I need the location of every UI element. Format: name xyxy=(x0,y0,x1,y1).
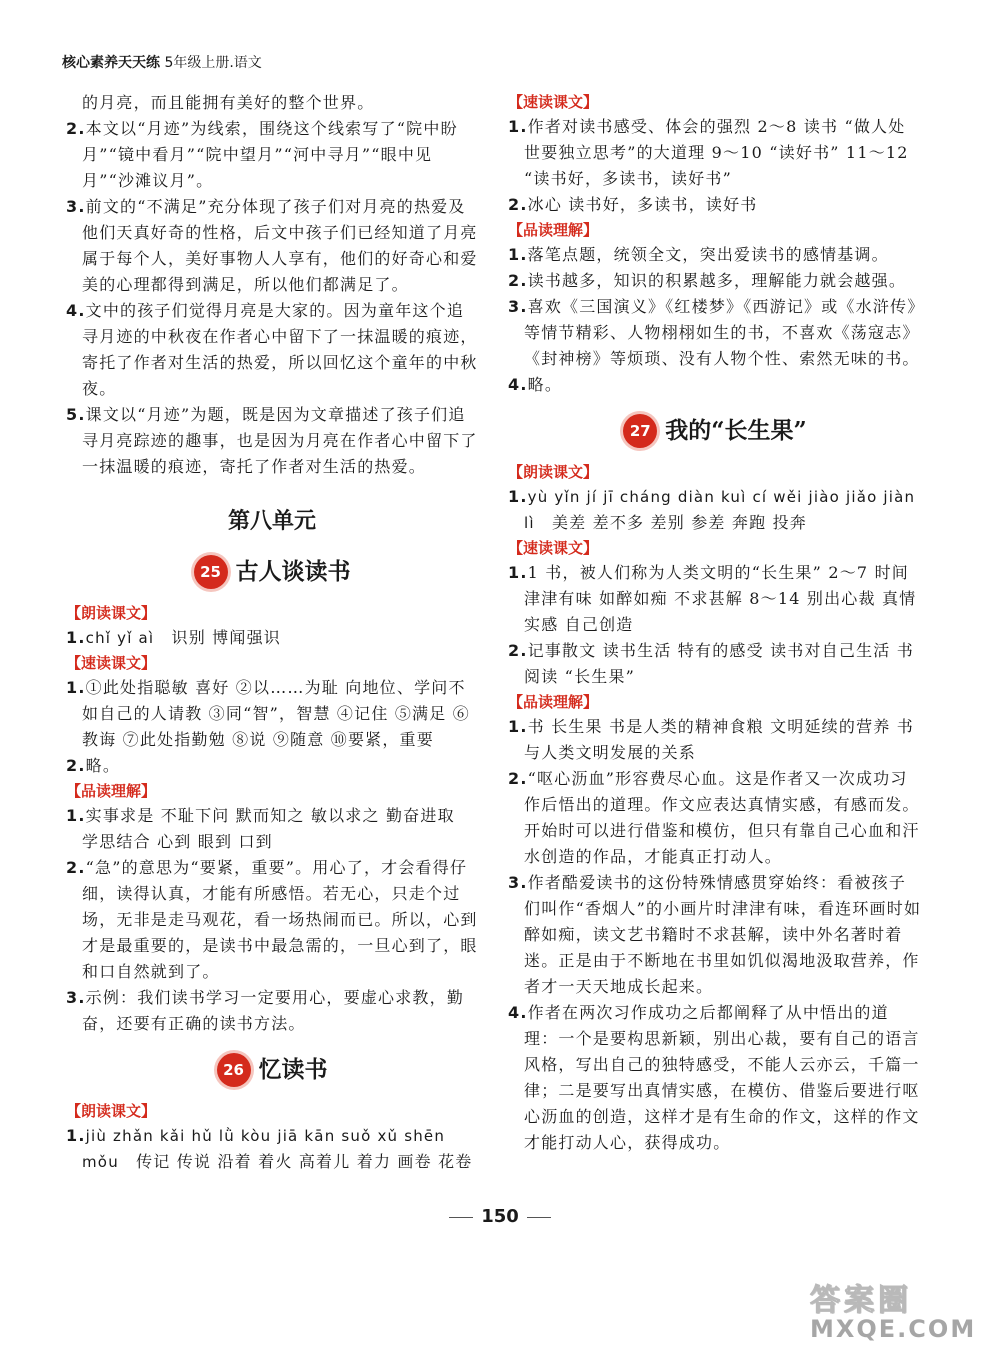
item-number: 1. xyxy=(508,487,528,506)
answer-item xyxy=(508,192,922,218)
item-text: 落笔点题，统领全文，突出爱读书的感情基调。 xyxy=(527,245,889,264)
site-watermark xyxy=(810,1275,982,1343)
item-number: 1. xyxy=(66,806,86,825)
section-tag: 【品读理解】 xyxy=(66,782,157,800)
item-text: 示例：我们读书学习一定要用心，要虚心求教，勤奋，还要有正确的读书方法。 xyxy=(82,988,465,1033)
item-text: 课文以“月迹”为题，既是因为文章描述了孩子们追寻月亮踪迹的趣事，也是因为月亮在作者心中留下了一抹温暖的痕迹，寄托了作者对生活的热爱。 xyxy=(82,405,478,476)
book-grade: 5年级上册.语文 xyxy=(164,55,262,71)
item-text: 文中的孩子们觉得月亮是大家的。因为童年这个追寻月迹的中秋夜在作者心中留下了一抹温暖的痕迹，寄托了作者对生活的热爱，所以回忆这个童年的中秋夜。 xyxy=(82,301,478,398)
lesson-number-badge: 25 xyxy=(194,555,228,589)
page-number-footer xyxy=(440,1206,560,1227)
item-number: 2. xyxy=(508,641,528,660)
item-text: 传记 传说 沿着 着火 高着儿 着力 画卷 花卷 xyxy=(136,1152,473,1171)
item-text: “急”的意思为“要紧，重要”。用心了，才会看得仔细，读得认真，才能有所感悟。若无心，只走个过场，无非是走马观花，看一场热闹而已。所以，心到才是最重要的，是读书中最急需的，一旦心到了，眼和口自然就到了。 xyxy=(82,858,478,981)
item-number: 2. xyxy=(508,271,528,290)
answer-item xyxy=(66,194,478,298)
item-text: 作者酷爱读书的这份特殊情感贯穿始终：看被孩子们叫作“香烟人”的小画片时津津有味，看连环画时如醉如痴，读文艺书籍时不求甚解，读中外名著时着迷。正是由于不断地在书里如饥似渴地汲取营养，作者才一天天地成长起来。 xyxy=(524,873,922,996)
lesson-heading xyxy=(66,1051,478,1087)
watermark-logo-text: 答案圈 xyxy=(810,1283,912,1318)
item-number: 5. xyxy=(66,405,86,424)
item-number: 1. xyxy=(66,628,86,647)
answer-item xyxy=(508,114,922,192)
answer-item xyxy=(508,484,922,536)
item-number: 2. xyxy=(66,119,86,138)
item-text: ①此处指聪敏 喜好 ②以……为耻 向地位、学问不如自己的人请教 ③同“智”，智慧 ④记住 ⑤满足 ⑥教诲 ⑦此处指勤勉 ⑧说 ⑨随意 ⑩要紧，重要 xyxy=(82,678,470,749)
item-number: 4. xyxy=(508,375,528,394)
answer-item xyxy=(66,985,478,1037)
answer-continuation: 的月亮，而且能拥有美好的整个世界。 xyxy=(82,93,375,112)
answer-item xyxy=(66,402,478,480)
lesson-title: 我的“长生果” xyxy=(665,417,807,444)
item-number: 3. xyxy=(66,988,86,1007)
right-column xyxy=(508,90,922,1156)
series-title: 核心素养天天练 xyxy=(62,55,160,71)
answer-item xyxy=(508,1000,922,1156)
section-tag: 【速读课文】 xyxy=(508,539,599,557)
lesson-heading xyxy=(508,412,922,448)
watermark-url: MXQE.COM xyxy=(810,1315,977,1343)
item-text: 作者在两次习作成功之后都阐释了从中悟出的道理：一个是要构思新颖，别出心裁，要有自己的语言风格，写出自己的独特感受，不能人云亦云，千篇一律；二是要写出真情实感，在模仿、借鉴后要进行呕心沥血的创造，这样才是有生命的作文，这样的作文才能打动人心，获得成功。 xyxy=(524,1003,920,1152)
answer-item xyxy=(66,625,478,651)
item-number: 2. xyxy=(508,195,528,214)
section-tag: 【速读课文】 xyxy=(66,654,157,672)
item-number: 2. xyxy=(508,769,528,788)
item-text: “呕心沥血”形容费尽心血。这是作者又一次成功习作后悟出的道理。作文应表达真情实感，有感而发。开始时可以进行借鉴和模仿，但只有靠自己心血和汗水创造的作品，才能真正打动人。 xyxy=(524,769,920,866)
item-number: 1. xyxy=(508,245,528,264)
footer-rule xyxy=(527,1217,551,1218)
lesson-title: 忆读书 xyxy=(258,1056,328,1083)
item-number: 1. xyxy=(508,717,528,736)
lesson-number-badge: 27 xyxy=(623,414,657,448)
answer-item xyxy=(66,116,478,194)
section-tag: 【品读理解】 xyxy=(508,221,599,239)
answer-item xyxy=(508,294,922,372)
answer-item xyxy=(508,372,922,398)
item-number: 1. xyxy=(66,1126,86,1145)
lesson-title: 古人谈读书 xyxy=(235,558,351,585)
item-number: 2. xyxy=(66,756,86,775)
item-number: 3. xyxy=(508,873,528,892)
page-number: 150 xyxy=(481,1206,519,1227)
answer-item xyxy=(66,298,478,402)
left-column xyxy=(66,90,478,1175)
item-number: 3. xyxy=(66,197,86,216)
item-text: 前文的“不满足”充分体现了孩子们对月亮的热爱及他们天真好奇的性格，后文中孩子们已经知道了月亮属于每个人，美好事物人人享有，他们的好奇心和爱美的心理都得到满足，所以他们都满足了。 xyxy=(82,197,478,294)
answer-item xyxy=(66,803,478,855)
item-number: 1. xyxy=(508,117,528,136)
footer-rule xyxy=(449,1217,473,1218)
answer-item xyxy=(508,870,922,1000)
answer-item xyxy=(66,855,478,985)
answer-item xyxy=(508,714,922,766)
item-number: 1. xyxy=(508,563,528,582)
item-number: 1. xyxy=(66,678,86,697)
page-header xyxy=(62,52,262,72)
section-tag: 【朗读课文】 xyxy=(66,604,157,622)
item-text: 书 长生果 书是人类的精神食粮 文明延续的营养 书与人类文明发展的关系 xyxy=(524,717,914,762)
section-tag: 【速读课文】 xyxy=(508,93,599,111)
item-text: 识别 博闻强识 xyxy=(171,628,281,647)
answer-item xyxy=(66,753,478,779)
answer-item xyxy=(66,1123,478,1175)
answer-item xyxy=(66,675,478,753)
lesson-number-badge: 26 xyxy=(217,1053,251,1087)
answer-item xyxy=(508,242,922,268)
item-text: 读书越多，知识的积累越多，理解能力就会越强。 xyxy=(527,271,907,290)
answer-item xyxy=(508,638,922,690)
item-text: 略。 xyxy=(85,756,121,775)
item-text: 实事求是 不耻下问 默而知之 敏以求之 勤奋进取 学思结合 心到 眼到 口到 xyxy=(82,806,455,851)
answer-item xyxy=(508,766,922,870)
unit-title: 第八单元 xyxy=(227,509,316,534)
section-tag: 【朗读课文】 xyxy=(66,1102,157,1120)
item-text: 记事散文 读书生活 特有的感受 读书对自己生活 书 阅读 “长生果” xyxy=(524,641,914,686)
item-number: 2. xyxy=(66,858,86,877)
pinyin-text: jiù zhǎn kǎi hǔ lǜ kòu jiā kān suǒ xǔ shēn mǒu xyxy=(82,1127,446,1171)
pinyin-text: yù yǐn jí jī cháng diàn kuì cí wěi jiào jiǎo jiàn lì xyxy=(524,488,916,532)
item-text: 作者对读书感受、体会的强烈 2～8 读书 “做人处世要独立思考”的大道理 9～10 “读好书” 11～12 “读书好，多读书，读好书” xyxy=(524,117,909,188)
answer-item xyxy=(508,560,922,638)
pinyin-text: chǐ yǐ aì xyxy=(85,629,155,647)
item-text: 喜欢《三国演义》《红楼梦》《西游记》或《水浒传》等情节精彩、人物栩栩如生的书，不喜欢《荡寇志》《封神榜》等烦琐、没有人物个性、索然无味的书。 xyxy=(524,297,920,368)
item-text: 美差 差不多 差别 参差 奔跑 投奔 xyxy=(551,513,807,532)
item-text: 略。 xyxy=(527,375,563,394)
item-number: 3. xyxy=(508,297,528,316)
section-tag: 【品读理解】 xyxy=(508,693,599,711)
item-text: 本文以“月迹”为线索，围绕这个线索写了“院中盼月”“镜中看月”“院中望月”“河中寻月”“眼中见月”“沙滩议月”。 xyxy=(82,119,458,190)
answer-item xyxy=(508,268,922,294)
item-number: 4. xyxy=(508,1003,528,1022)
lesson-heading xyxy=(66,553,478,589)
item-text: 1 书，被人们称为人类文明的“长生果” 2～7 时间 津津有味 如醉如痴 不求甚解 8～14 别出心裁 真情实感 自己创造 xyxy=(524,563,917,634)
item-text: 冰心 读书好，多读书，读好书 xyxy=(527,195,758,214)
section-tag: 【朗读课文】 xyxy=(508,463,599,481)
item-number: 4. xyxy=(66,301,86,320)
